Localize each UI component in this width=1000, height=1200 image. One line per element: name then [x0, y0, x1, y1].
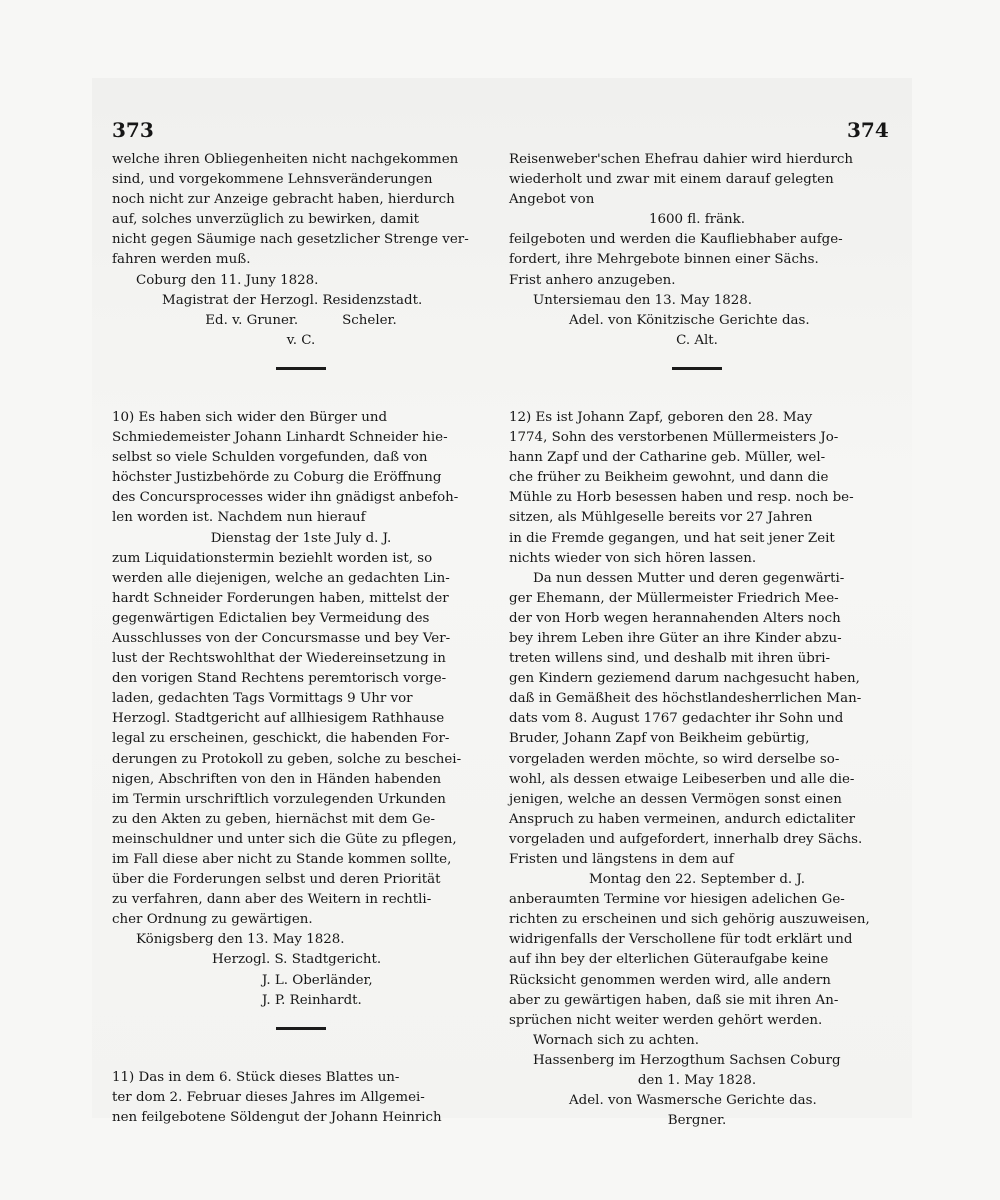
section-divider [672, 367, 722, 370]
text-line: auf ihn bey der elterlichen Güteraufgabe keine [509, 952, 829, 968]
notice-continuation [112, 150, 490, 351]
notice-authority: Adel. von Wasmersche Gerichte das. [569, 1093, 817, 1109]
text-line: Herzogl. Stadtgericht auf allhiesigem Rathhause [112, 711, 445, 727]
notice-authority: Magistrat der Herzogl. Residenzstadt. [162, 292, 423, 308]
term-date: Montag den 22. September d. J. [588, 872, 805, 888]
text-line: aber zu gewärtigen haben, daß sie mit ihren An- [509, 992, 839, 1008]
text-line: derungen zu Protokoll zu geben, solche zu beschei- [112, 751, 462, 767]
notice-date: Königsberg den 13. May 1828. [136, 932, 345, 948]
section-divider [276, 367, 326, 370]
closing-line: Wornach sich zu achten. [533, 1032, 700, 1048]
text-line: legal zu erscheinen, geschickt, die habenden For- [112, 731, 450, 747]
text-line: sprüchen nicht weiter werden gehört werden. [509, 1012, 823, 1028]
text-line: 1774, Sohn des verstorbenen Müllermeisters Jo- [509, 430, 839, 446]
left-column [112, 150, 490, 1128]
text-line: Reisenweber'schen Ehefrau dahier wird hierdurch [509, 152, 853, 167]
right-column [509, 150, 885, 1131]
text-line: hann Zapf und der Catharine geb. Müller, wel- [509, 450, 826, 466]
text-line: im Fall diese aber nicht zu Stande kommen sollte, [112, 852, 452, 867]
text-line: wiederholt und zwar mit einem darauf gelegten [509, 172, 834, 188]
text-line: über die Forderungen selbst und deren Priorität [112, 872, 441, 888]
text-line: vorgeladen werden möchte, so wird derselbe so- [509, 751, 840, 767]
text-line: ger Ehemann, der Müllermeister Friedrich Mee- [509, 590, 839, 606]
notice-authority: Herzogl. S. Stadtgericht. [212, 952, 382, 968]
text-line: Anspruch zu haben vermeinen, andurch edictaliter [509, 811, 856, 827]
page-number-right: 374 [847, 118, 889, 142]
text-line: den vorigen Stand Rechtens peremtorisch vorge- [112, 671, 447, 687]
text-line: 11) Das in dem 6. Stück dieses Blattes un- [112, 1069, 400, 1085]
text-line: sitzen, als Mühlgeselle bereits vor 27 Jahren [509, 510, 813, 526]
text-line: 10) Es haben sich wider den Bürger und [112, 409, 388, 425]
text-line: Rücksicht genommen werden wird, alle andern [509, 972, 831, 988]
text-line: vorgeladen und aufgefordert, innerhalb drey Sächs. [509, 831, 863, 847]
text-line: laden, gedachten Tags Vormittags 9 Uhr vor [112, 691, 413, 707]
signer-name: J. L. Oberländer, [262, 972, 373, 988]
text-line: dats vom 8. August 1767 gedachter ihr Sohn und [509, 711, 844, 727]
text-line: des Concursprocesses wider ihn gnädigst anbefoh- [112, 490, 459, 506]
text-line: noch nicht zur Anzeige gebracht haben, hierdurch [112, 192, 455, 208]
text-line: Bruder, Johann Zapf von Beikheim gebürtig, [509, 731, 810, 747]
text-line: daß in Gemäßheit des höchstlandesherrlichen Man- [509, 691, 862, 707]
text-line: fordert, ihre Mehrgebote binnen einer Sächs. [509, 252, 819, 268]
notice-11-continuation [509, 150, 885, 351]
text-line: 12) Es ist Johann Zapf, geboren den 28. May [509, 409, 813, 425]
text-line: richten zu erscheinen und sich gehörig auszuweisen, [509, 912, 870, 928]
text-line: hardt Schneider Forderungen haben, mittelst der [112, 590, 449, 606]
notice-date: Coburg den 11. Juny 1828. [136, 272, 319, 288]
text-line: im Termin urschriftlich vorzulegenden Urkunden [112, 791, 446, 807]
text-line: höchster Justizbehörde zu Coburg die Eröffnung [112, 470, 442, 486]
notice-12 [509, 408, 885, 1131]
text-line: lust der Rechtswohlthat der Wiedereinsetzung in [112, 651, 446, 667]
notice-10 [112, 408, 490, 1011]
text-line: nen feilgebotene Söldengut der Johann Heinrich [112, 1109, 442, 1125]
text-line: Angebot von [509, 192, 595, 208]
text-line: meinschuldner und unter sich die Güte zu pflegen, [112, 831, 457, 847]
text-line: welche ihren Obliegenheiten nicht nachgekommen [112, 152, 459, 167]
section-divider [276, 1027, 326, 1030]
text-line: zu verfahren, dann aber des Weitern in rechtli- [112, 892, 432, 908]
text-line: zu den Akten zu geben, hiernächst mit dem Ge- [112, 811, 436, 827]
signer-name: v. C. [286, 332, 316, 348]
text-line: wohl, als dessen etwaige Leibeserben und alle die- [509, 771, 855, 787]
text-line: gen Kindern geziemend darum nachgesucht haben, [509, 671, 860, 687]
text-line: auf, solches unverzüglich zu bewirken, damit [112, 212, 419, 228]
signer-name: Scheler. [342, 312, 397, 328]
text-line: Da nun dessen Mutter und deren gegenwärti- [533, 570, 845, 586]
signer-name: C. Alt. [676, 332, 718, 348]
signer-name: J. P. Reinhardt. [262, 992, 362, 1008]
signer-name: Bergner. [667, 1113, 727, 1129]
text-line: jenigen, welche an dessen Vermögen sonst einen [509, 791, 842, 807]
text-line: Frist anhero anzugeben. [509, 272, 676, 288]
notice-authority: Adel. von Könitzische Gerichte das. [569, 312, 810, 328]
text-line: gegenwärtigen Edictalien bey Vermeidung des [112, 610, 430, 626]
text-line: Fristen und längstens in dem auf [509, 852, 734, 867]
notice-11 [112, 1068, 490, 1128]
text-line: bey ihrem Leben ihre Güter an ihre Kinder abzu- [509, 630, 842, 646]
signature-line [112, 311, 490, 331]
signer-name: Ed. v. Gruner. [205, 312, 299, 328]
notice-date: Untersiemau den 13. May 1828. [533, 292, 753, 308]
text-line: che früher zu Beikheim gewohnt, und dann die [509, 470, 829, 486]
text-line: nicht gegen Säumige nach gesetzlicher Strenge ver- [112, 232, 469, 248]
text-line: in die Fremde gegangen, und hat seit jener Zeit [509, 530, 835, 546]
notice-date: den 1. May 1828. [637, 1073, 757, 1089]
text-line: ter dom 2. Februar dieses Jahres im Allgemei- [112, 1089, 425, 1105]
text-line: anberaumten Termine vor hiesigen adelichen Ge- [509, 892, 845, 908]
text-line: treten willens sind, und deshalb mit ihren übri- [509, 651, 831, 667]
text-line: Ausschlusses von der Concursmasse und bey Ver- [112, 630, 451, 646]
text-line: der von Horb wegen herannahenden Alters noch [509, 610, 841, 626]
text-line: Mühle zu Horb besessen haben und resp. noch be- [509, 490, 854, 506]
text-line: feilgeboten und werden die Kaufliebhaber aufge- [509, 232, 843, 248]
text-line: zum Liquidationstermin beziehlt worden ist, so [112, 550, 433, 566]
text-line: len worden ist. Nachdem nun hierauf [112, 510, 366, 526]
text-line: werden alle diejenigen, welche an gedachten Lin- [112, 570, 450, 586]
text-line: sind, und vorgekommene Lehnsveränderungen [112, 172, 433, 188]
offer-amount: 1600 fl. fränk. [648, 212, 746, 228]
text-line: selbst so viele Schulden vorgefunden, daß von [112, 450, 428, 466]
text-line: cher Ordnung zu gewärtigen. [112, 912, 313, 928]
term-date: Dienstag der 1ste July d. J. [210, 530, 392, 546]
text-line: Schmiedemeister Johann Linhardt Schneider hie- [112, 430, 448, 446]
text-line: fahren werden muß. [112, 252, 251, 268]
text-line: nigen, Abschriften von den in Händen habenden [112, 771, 442, 787]
text-line: widrigenfalls der Verschollene für todt erklärt und [509, 932, 853, 948]
text-line: nichts wieder von sich hören lassen. [509, 550, 757, 566]
notice-place: Hassenberg im Herzogthum Sachsen Coburg [533, 1052, 841, 1068]
page-number-left: 373 [112, 118, 154, 142]
